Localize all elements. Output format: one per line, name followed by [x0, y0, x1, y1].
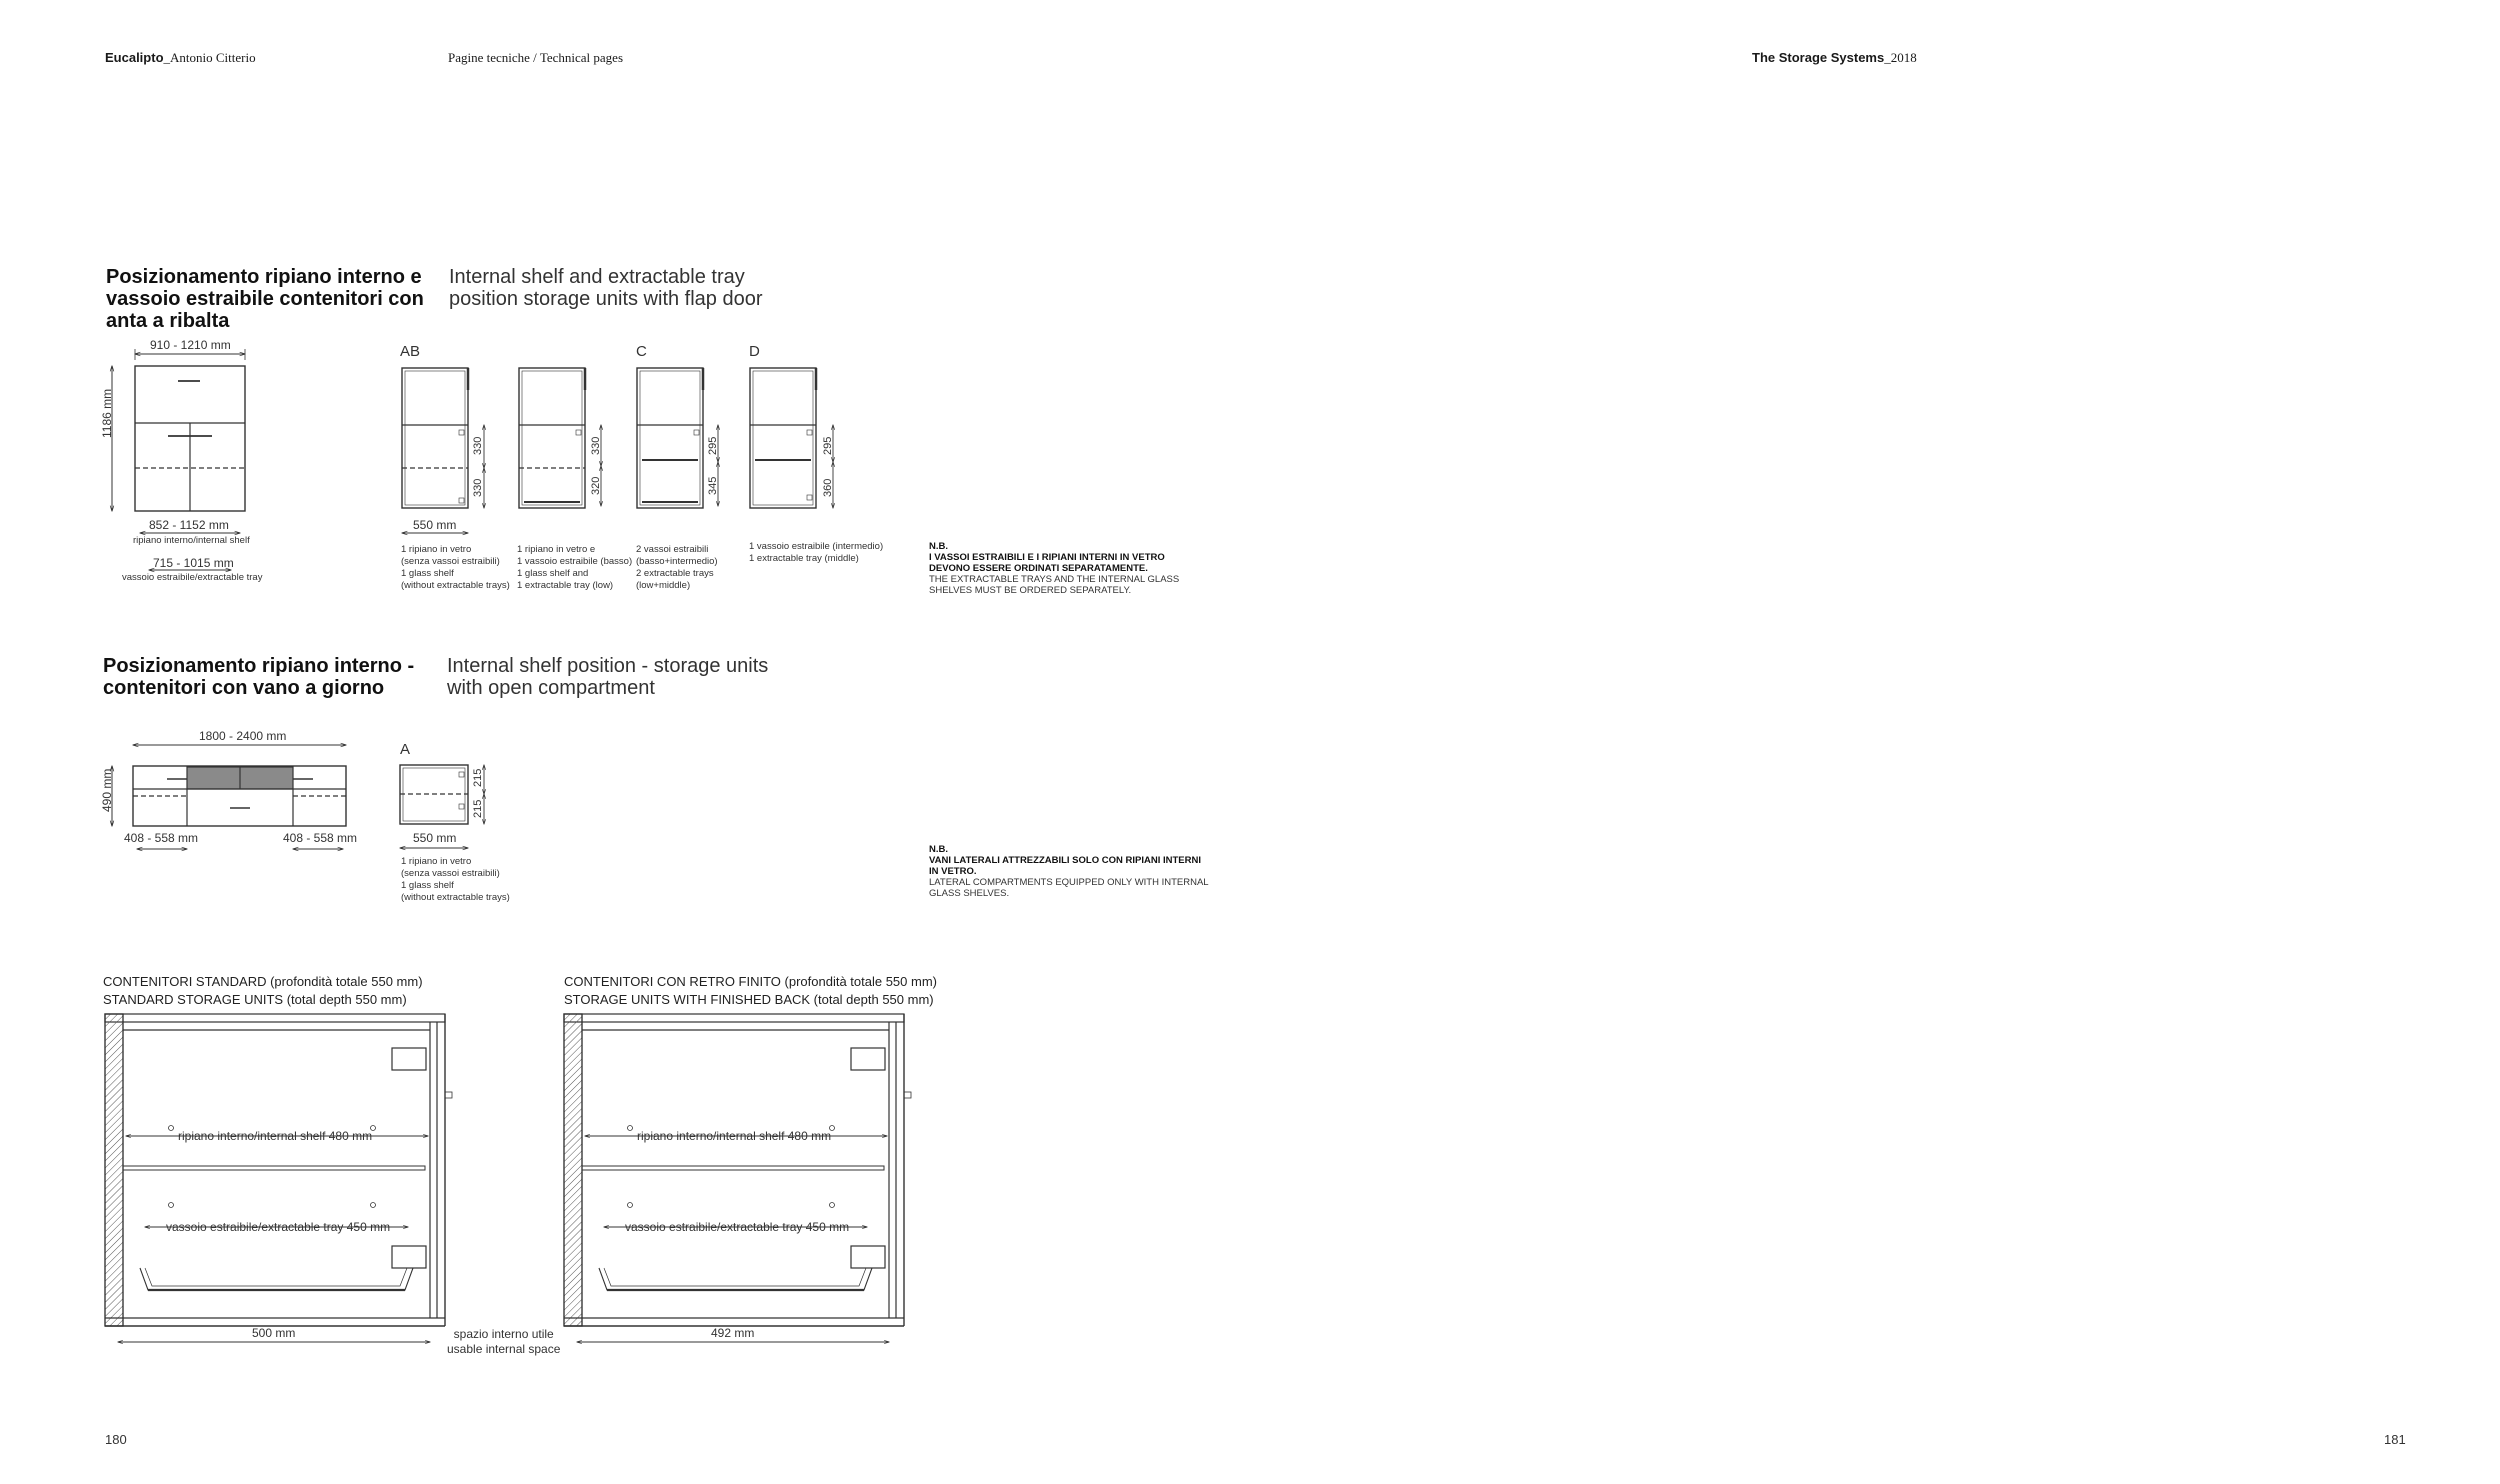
- v2-dim-lower: 320: [590, 476, 602, 495]
- s2-note-it: VANI LATERALI ATTREZZABILI SOLO CON RIPIANI INTERNI IN VETRO.: [929, 855, 1201, 877]
- v1-dim-upper: 330: [472, 436, 484, 455]
- section2-title-en: Internal shelf position - storage units with open compartment: [447, 655, 769, 699]
- variant-a-drawing: [400, 765, 484, 848]
- s1-note-it: I VASSOI ESTRAIBILI E I RIPIANI INTERNI IN VETRO DEVONO ESSERE ORDINATI SEPARATAMENTE.: [929, 552, 1165, 574]
- variant-a-width: 550 mm: [413, 831, 457, 845]
- variant-ab-label: AB: [400, 343, 421, 360]
- v3-dim-upper: 295: [707, 436, 719, 455]
- s1-width-top-label: 910 - 1210 mm: [150, 338, 231, 352]
- standard-caption: CONTENITORI STANDARD (profondità totale 550 mm) STANDARD STORAGE UNITS (total depth 550 mm): [103, 974, 423, 1007]
- finished-caption: CONTENITORI CON RETRO FINITO (profondità totale 550 mm) STORAGE UNITS WITH FINISHED BACK (total depth 550 mm): [564, 974, 937, 1007]
- variant-ab-drawing: [402, 368, 484, 533]
- header-year: _2018: [1884, 50, 1917, 65]
- std-tray-label: vassoio estraibile/extractable tray 450 mm: [166, 1220, 391, 1234]
- finished-back-unit-section: [564, 1014, 911, 1342]
- v1-dim-lower: 330: [472, 478, 484, 497]
- v4-dim-upper: 295: [822, 436, 834, 455]
- variant-d-desc: 1 vassoio estraibile (intermedio) 1 extractable tray (middle): [749, 541, 884, 564]
- page-number-right: 181: [2384, 1432, 2406, 1447]
- variant-c-desc: 2 vassoi estraibili (basso+intermedio) 2 extractable trays (low+middle): [636, 544, 718, 591]
- s2-right-comp-label: 408 - 558 mm: [283, 831, 358, 845]
- variant-a-label: A: [400, 741, 411, 758]
- va-dim-lower: 215: [472, 799, 484, 818]
- fin-bottom-dim: 492 mm: [711, 1326, 755, 1340]
- s2-note-en: LATERAL COMPARTMENTS EQUIPPED ONLY WITH INTERNAL GLASS SHELVES.: [929, 877, 1209, 899]
- fin-shelf-label: ripiano interno/internal shelf 480 mm: [637, 1129, 832, 1143]
- s2-note-head: N.B.: [929, 844, 948, 855]
- header-collection: The Storage Systems: [1752, 50, 1885, 65]
- header-middle: Pagine tecniche / Technical pages: [448, 50, 623, 65]
- variant-c-label: C: [636, 343, 647, 360]
- variant-2-drawing: [519, 368, 601, 508]
- v4-dim-lower: 360: [822, 478, 834, 497]
- s1-note-en: THE EXTRACTABLE TRAYS AND THE INTERNAL GLASS SHELVES MUST BE ORDERED SEPARATELY.: [929, 574, 1180, 596]
- variant-d-drawing: [750, 368, 833, 508]
- open-unit-front-view: [112, 745, 346, 849]
- section2-title-it: Posizionamento ripiano interno - contenitori con vano a giorno: [103, 655, 415, 699]
- section1-title-en: Internal shelf and extractable tray position storage units with flap door: [449, 266, 763, 310]
- s1-tray-caption: vassoio estraibile/extractable tray: [122, 572, 263, 583]
- s2-height-label: 490 mm: [100, 768, 114, 812]
- page-number-left: 180: [105, 1432, 127, 1447]
- section1-title-it: Posizionamento ripiano interno e vassoio estraibile contenitori con anta a ribalta: [106, 266, 424, 332]
- fin-tray-label: vassoio estraibile/extractable tray 450 mm: [625, 1220, 850, 1234]
- header-designer: _Antonio Citterio: [163, 50, 256, 65]
- s1-width-tray-label: 715 - 1015 mm: [153, 556, 234, 570]
- std-bottom-dim: 500 mm: [252, 1326, 296, 1340]
- variant-a-desc: 1 ripiano in vetro (senza vassoi estraibili) 1 glass shelf (without extractable trays): [401, 856, 510, 903]
- standard-unit-section: [105, 1014, 452, 1342]
- v3-dim-lower: 345: [707, 476, 719, 495]
- variant-2-desc: 1 ripiano in vetro e 1 vassoio estraibile (basso) 1 glass shelf and 1 extractable tray (low): [517, 544, 633, 591]
- variant-ab-desc: 1 ripiano in vetro (senza vassoi estraibili) 1 glass shelf (without extractable trays): [401, 544, 510, 591]
- variant-c-drawing: [637, 368, 718, 508]
- s2-width-top-label: 1800 - 2400 mm: [199, 729, 287, 743]
- variant-ab-width: 550 mm: [413, 518, 457, 532]
- usable-space-label: spazio interno utile usable internal space: [447, 1327, 561, 1356]
- v2-dim-upper: 330: [590, 436, 602, 455]
- va-dim-upper: 215: [472, 768, 484, 787]
- s1-width-shelf-label: 852 - 1152 mm: [149, 518, 229, 532]
- s1-shelf-caption: ripiano interno/internal shelf: [133, 535, 250, 546]
- header-brand: Eucalipto: [105, 50, 164, 65]
- flap-unit-front-view: [112, 349, 245, 570]
- std-shelf-label: ripiano interno/internal shelf 480 mm: [178, 1129, 373, 1143]
- variant-d-label: D: [749, 343, 760, 360]
- s2-left-comp-label: 408 - 558 mm: [124, 831, 199, 845]
- s1-note-head: N.B.: [929, 541, 948, 552]
- s1-height-label: 1186 mm: [100, 388, 114, 438]
